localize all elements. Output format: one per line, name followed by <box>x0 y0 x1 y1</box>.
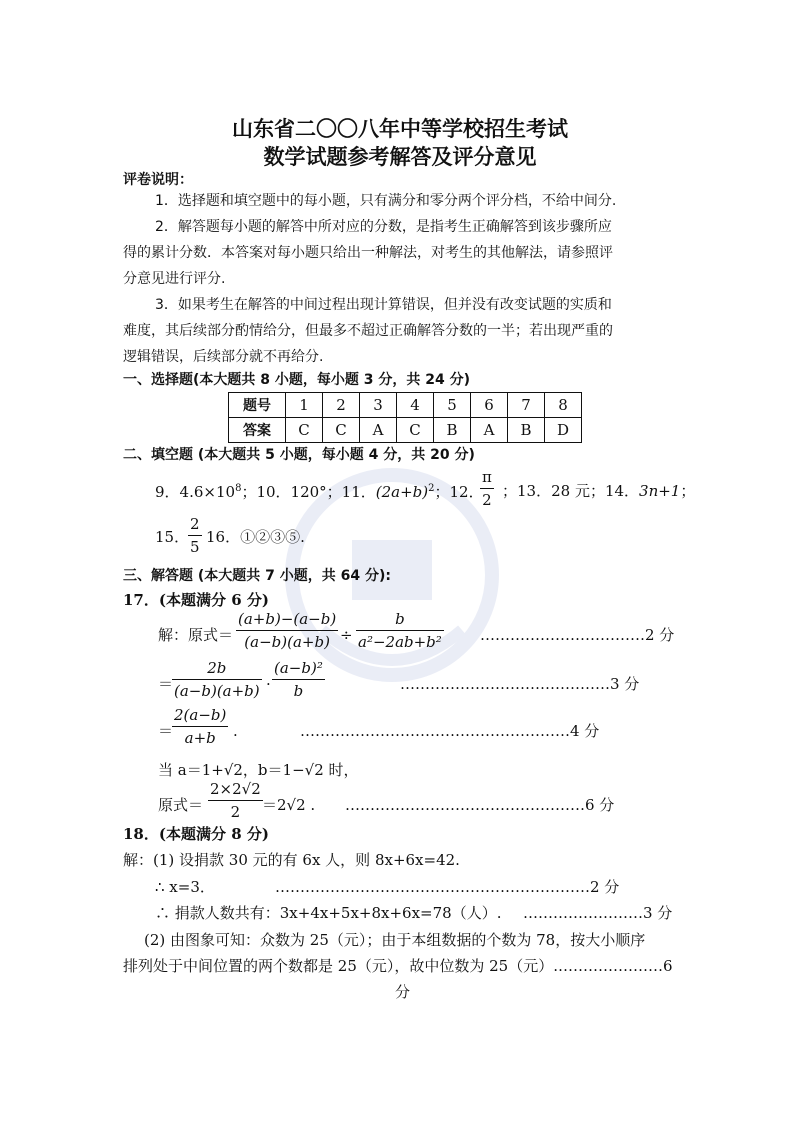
q18-line-1: 解：(1) 设捐款 30 元的有 6x 人，则 8x+6x=42. <box>123 851 460 869</box>
answer-cell: A <box>360 418 397 443</box>
answer-cell: A <box>471 418 508 443</box>
q17-equals-3: ＝ <box>158 722 174 740</box>
q15-fraction <box>188 517 202 555</box>
q17-score-4: …………………………………………6 分 <box>345 796 615 814</box>
q18-line-5: 排列处于中间位置的两个数都是 25（元），故中位数为 25（元）.…………………6 <box>123 957 673 975</box>
f6-denominator: 2 <box>208 800 263 820</box>
q17-heading: 17．(本题满分 6 分) <box>123 591 269 609</box>
f2-denominator: a²−2ab+b² <box>356 630 444 650</box>
q10-text: ；10．120°；11． <box>241 483 376 501</box>
q18-line-2: ∴ x=3． <box>155 878 215 896</box>
q18-line-6: 分 <box>395 983 411 1001</box>
q17-fraction-2 <box>356 612 444 650</box>
q16-text: 16．①②③⑤. <box>206 528 305 546</box>
q9-text: 9．4.6×10 <box>155 483 236 501</box>
f4-numerator: (a−b)² <box>274 659 323 677</box>
f4-denominator: b <box>272 679 325 699</box>
q15-numerator: 2 <box>190 515 200 533</box>
number-cell: 4 <box>397 393 434 418</box>
number-cell: 5 <box>434 393 471 418</box>
q18-score-1: ………………………………………………………2 分 <box>275 878 620 896</box>
row-label-number: 题号 <box>229 393 286 418</box>
table-row-numbers <box>229 393 582 418</box>
q17-result-value: ＝2√2 . <box>262 796 316 814</box>
number-cell: 8 <box>545 393 582 418</box>
q15-label: 15． <box>155 528 190 546</box>
q12-numerator: π <box>482 468 492 486</box>
answer-cell: C <box>397 418 434 443</box>
q17-dot: · <box>266 675 271 693</box>
table-row-answers <box>229 418 582 443</box>
q11-exponent: 2 <box>428 483 435 494</box>
note-3c: 逻辑错误，后续部分就不再给分. <box>123 349 324 365</box>
q17-fraction-1 <box>236 612 338 650</box>
q17-period: . <box>233 722 238 740</box>
page-title: 山东省二〇〇八年中等学校招生考试 <box>232 116 568 141</box>
q18-line-4: (2) 由图象可知：众数为 25（元）；由于本组数据的个数为 78，按大小顺序 <box>144 931 646 949</box>
q14-end: ； <box>680 482 696 500</box>
q17-div-sign: ÷ <box>340 626 353 644</box>
q17-solve-label: 解：原式＝ <box>158 626 234 644</box>
answer-cell: B <box>434 418 471 443</box>
section2-heading: 二、填空题 (本大题共 5 小题，每小题 4 分，共 20 分) <box>123 447 475 463</box>
f2-numerator: b <box>395 610 405 628</box>
row-label-answer: 答案 <box>229 418 286 443</box>
f1-denominator: (a−b)(a+b) <box>236 630 338 650</box>
q18-line-3: ∴ 捐款人数共有：3x+4x+5x+8x+6x=78（人）. <box>155 904 502 922</box>
f5-numerator: 2(a−b) <box>174 706 227 724</box>
q17-condition: 当 a＝1+√2，b＝1−√2 时， <box>158 761 359 779</box>
q17-score-1: ……………………………2 分 <box>480 626 675 644</box>
f6-numerator: 2×2√2 <box>210 780 261 798</box>
q12-text: ；12． <box>434 483 484 501</box>
note-3b: 难度，其后续部分酌情给分，但最多不超过正确解答分数的一半；若出现严重的 <box>123 323 613 339</box>
q17-score-3: ………………………………………………4 分 <box>300 722 600 740</box>
answer-cell: B <box>508 418 545 443</box>
number-cell: 3 <box>360 393 397 418</box>
note-2b: 得的累计分数．本答案对每小题只给出一种解法，对考生的其他解法，请参照评 <box>123 245 613 261</box>
q17-fraction-4 <box>272 661 325 699</box>
answer-cell: C <box>286 418 323 443</box>
number-cell: 1 <box>286 393 323 418</box>
note-2c: 分意见进行评分. <box>123 271 226 287</box>
q11-expression: (2a+b) <box>375 483 429 501</box>
number-cell: 7 <box>508 393 545 418</box>
q17-fraction-3 <box>172 661 262 699</box>
q15-denominator: 5 <box>188 535 202 555</box>
section1-heading: 一、选择题(本大题共 8 小题，每小题 3 分，共 24 分) <box>123 372 471 388</box>
answer-table <box>228 392 582 443</box>
q12-denominator: 2 <box>480 488 494 508</box>
q17-fraction-5 <box>172 708 228 746</box>
q17-score-2: ……………………………………3 分 <box>400 675 640 693</box>
answer-cell: D <box>545 418 582 443</box>
q17-fraction-6 <box>208 782 263 820</box>
q18-heading: 18．(本题满分 8 分) <box>123 825 269 843</box>
answer-cell: C <box>323 418 360 443</box>
q9-exponent: 8 <box>235 483 242 494</box>
q17-result-label: 原式＝ <box>158 796 204 814</box>
note-2a: 2．解答题每小题的解答中所对应的分数，是指考生正确解答到该步骤所应 <box>155 219 612 235</box>
section3-heading: 三、解答题 (本大题共 7 小题，共 64 分): <box>123 568 391 584</box>
q14-expression: 3n+1 <box>639 482 681 500</box>
f5-denominator: a+b <box>172 726 228 746</box>
fill-answers-line1 <box>155 484 484 500</box>
number-cell: 6 <box>471 393 508 418</box>
page-subtitle: 数学试题参考解答及评分意见 <box>263 144 537 169</box>
f3-denominator: (a−b)(a+b) <box>172 679 262 699</box>
fill-answers-line1-end <box>502 484 695 499</box>
note-1: 1．选择题和填空题中的每小题，只有满分和零分两个评分档，不给中间分. <box>155 193 617 209</box>
q12-fraction <box>480 470 494 508</box>
note-3a: 3．如果考生在解答的中间过程出现计算错误，但并没有改变试题的实质和 <box>155 297 612 313</box>
number-cell: 2 <box>323 393 360 418</box>
q18-score-2: ……………………3 分 <box>523 904 673 922</box>
notes-heading: 评卷说明： <box>123 172 193 188</box>
q13-text: ；13．28 元；14． <box>502 482 640 500</box>
f3-numerator: 2b <box>207 659 227 677</box>
f1-numerator: (a+b)−(a−b) <box>238 610 337 628</box>
q17-equals-2: ＝ <box>158 675 174 693</box>
